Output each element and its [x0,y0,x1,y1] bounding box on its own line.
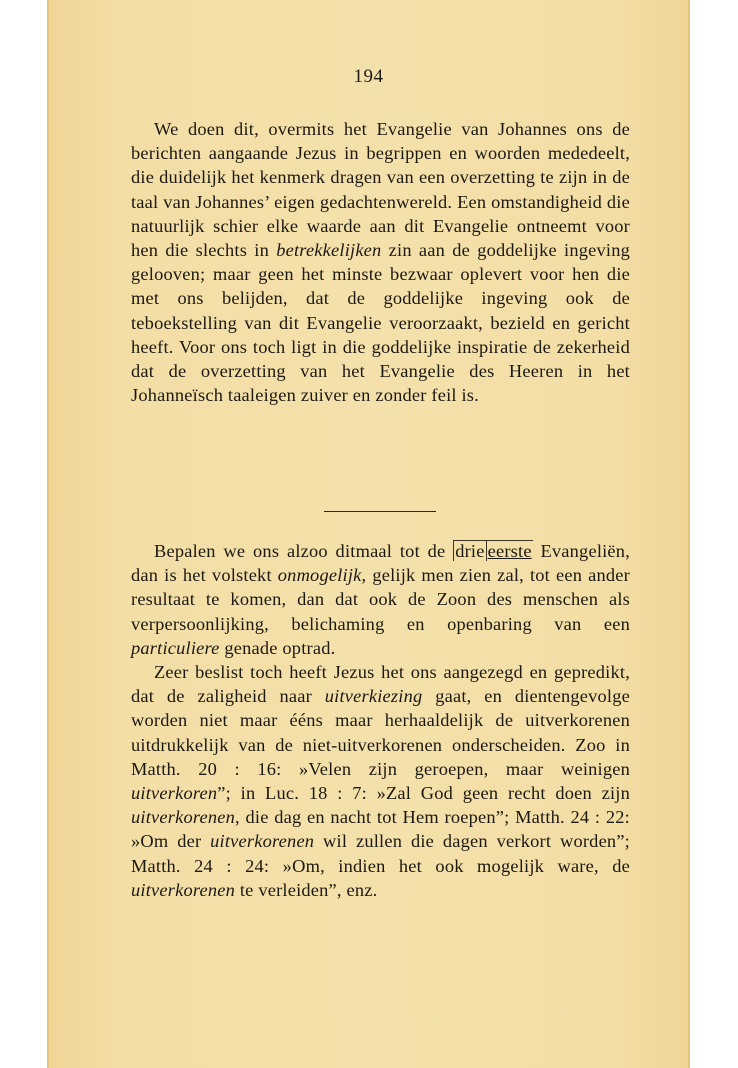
text-run: We doen dit, overmits het Evangelie van Johannes ons de berichten aangaande Jezus in begrippen en woorden mededeelt, die duidelijk het kenmerk dragen van een overzetting te zijn in de taal van Johannes’ eigen gedachtenwereld. Een omstandigheid die natuurlijk schier elke waarde aan dit Evangelie ontneemt voor hen die slechts in [131,119,630,261]
text-run: wil zullen die dagen verkort worden”; Matth. 24 : 24: »Om, indien het ook mogelijk ware, de [131,831,630,876]
emphasis-uitverkoren: uitverkoren [131,783,218,804]
text-run: Zeer beslist toch heeft Jezus het ons aangezegd en gepredikt, dat de zaligheid naar [131,662,630,707]
text-run: zin aan de goddelijke ingeving gelooven; maar geen het minste bezwaar oplevert voor hen die met ons belijden, dat de goddelijke ingeving ook de teboekstelling van dit Evangelie veroorzaakt, bezield en gericht heeft. Voor ons toch ligt in die goddelijke inspiratie de zekerheid dat de overzetting van het Evangelie des Heeren in het Johanneïsch taaleigen zuiver en zonder feil is. [131,240,630,406]
text-run: , die dag en nacht tot Hem roepen”; Matth. 24 : 22: »Om der [131,807,630,852]
text-run: gaat, en dientengevolge worden niet maar ééns maar herhaaldelijk de uitverkorenen uitdrukkelijk van de niet-uitverkorenen onderscheiden. Zoo in Matth. 20 : 16: »Velen zijn geroepen, maar weinigen [131,686,630,779]
page-number: 194 [353,66,384,87]
marked-word-eerste: eerste [487,541,532,561]
text-run: , gelijk men zien zal, tot een ander resultaat te komen, dan dat ook de Zoon des menschen als verpersoonlijking, belichaming en openbaring van een [131,565,630,634]
emphasis-onmogelijk: onmogelijk [277,565,362,586]
emphasis-uitverkiezing: uitverkiezing [324,686,423,707]
emphasis-betrekkelijken: betrekkelijken [276,240,382,261]
page-left-edge [47,0,49,1068]
page-right-edge [688,0,690,1068]
text-run: Bepalen we ons alzoo ditmaal tot de [154,541,454,561]
paragraph-drie-evangelien [131,539,630,660]
text-run: Evangeliën, dan is het volstekt [131,541,630,586]
text-section-bottom [131,539,630,902]
emphasis-uitverkorenen: uitverkorenen [131,879,236,900]
text-run: genade optrad. [219,637,336,658]
text-section-top [131,117,630,407]
paragraph-uitverkiezing [131,660,630,902]
boxed-word-drie: drie [455,541,485,561]
text-run: te verleiden”, enz. [235,879,378,900]
section-divider [324,511,436,512]
text-run: ”; in Luc. 18 : 7: »Zal God geen recht doen zijn [217,783,630,804]
paragraph-evangelie-johannes [131,117,630,407]
emphasis-uitverkorenen: uitverkorenen [210,831,315,852]
book-page [47,0,690,1068]
emphasis-uitverkorenen: uitverkorenen [131,807,236,828]
emphasis-particuliere: particuliere [131,637,220,658]
